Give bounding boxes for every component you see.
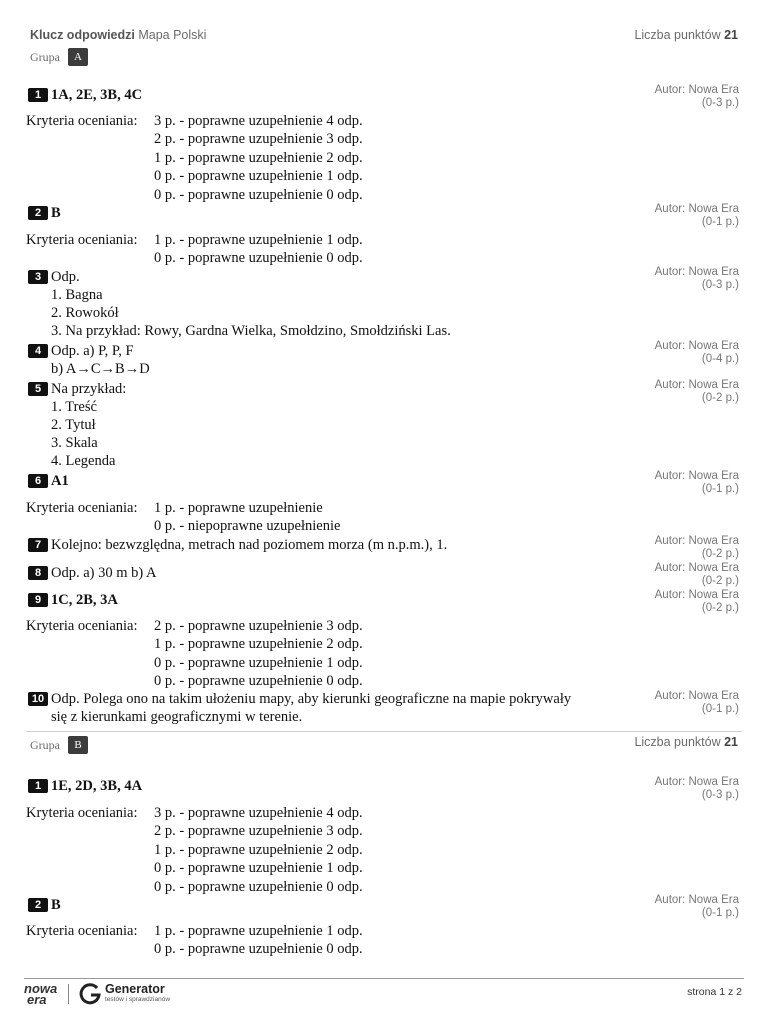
- title-subject: Mapa Polski: [138, 28, 207, 42]
- question-number: 1: [28, 88, 48, 102]
- points-total-b: Liczba punktów 21: [634, 735, 738, 749]
- group-divider: [26, 731, 742, 732]
- question-a7: [28, 536, 447, 554]
- author-a3: Autor: Nowa Era (0-3 p.): [654, 266, 739, 291]
- question-a10: 10 Odp. Polega ono na takim ułożeniu mapy, aby kierunki geograficzne na mapie pokrywały się z kierunkami geograficznymi w terenie.: [28, 690, 638, 726]
- page-number: strona 1 z 2: [687, 986, 742, 998]
- author-a4: Autor: Nowa Era (0-4 p.): [654, 340, 739, 365]
- group-b-badge: B: [68, 736, 88, 754]
- answer: A1: [51, 473, 69, 489]
- author-a2: Autor: Nowa Era (0-1 p.): [654, 203, 739, 228]
- question-a8: [28, 564, 157, 582]
- nowa-era-logo: nowa era: [24, 981, 58, 1007]
- group-b-header: Grupa B: [30, 736, 88, 754]
- document-title: [30, 28, 206, 42]
- author-a6: Autor: Nowa Era (0-1 p.): [654, 470, 739, 495]
- generator-g-icon: [78, 982, 102, 1011]
- question-number: 10: [28, 692, 48, 706]
- question-b1: [28, 777, 142, 795]
- answer: B: [51, 897, 61, 913]
- group-a-badge: A: [68, 48, 88, 66]
- answer: 1E, 2D, 3B, 4A: [51, 778, 143, 794]
- author-a8: Autor: Nowa Era (0-2 p.): [654, 562, 739, 587]
- question-number: 3: [28, 270, 48, 284]
- question-a1: [28, 86, 142, 104]
- question-number: 9: [28, 593, 48, 607]
- answer: Odp. a) 30 m b) A: [51, 565, 157, 581]
- logo-separator: [68, 984, 69, 1004]
- question-a9: [28, 591, 118, 609]
- group-a-header: Grupa A: [30, 48, 88, 66]
- answer: 1A, 2E, 3B, 4C: [51, 87, 143, 103]
- points-total: Liczba punktów 21: [634, 28, 738, 42]
- question-b2: [28, 896, 61, 914]
- question-number: 2: [28, 206, 48, 220]
- answer: Kolejno: bezwzględna, metrach nad poziomem morza (m n.p.m.), 1.: [51, 537, 448, 553]
- answer: Na przykład:: [51, 381, 127, 397]
- author-b1: Autor: Nowa Era (0-3 p.): [654, 776, 739, 801]
- question-a4: 4 Odp. a) P, P, F b) A→C→B→D: [28, 342, 150, 378]
- question-number: 5: [28, 382, 48, 396]
- question-number: 7: [28, 538, 48, 552]
- author-a1: Autor: Nowa Era (0-3 p.): [654, 84, 739, 109]
- author-a9: Autor: Nowa Era (0-2 p.): [654, 589, 739, 614]
- footer-divider: [24, 978, 744, 979]
- question-number: 6: [28, 474, 48, 488]
- question-number: 8: [28, 566, 48, 580]
- question-a3: 3 Odp. 1. Bagna 2. Rowokół 3. Na przykład: Rowy, Gardna Wielka, Smołdzino, Smołdziński Las.: [28, 268, 451, 340]
- question-a5: 5 Na przykład: 1. Treść 2. Tytuł 3. Skala 4. Legenda: [28, 380, 126, 470]
- title-bold: Klucz odpowiedzi: [30, 28, 135, 42]
- question-number: 1: [28, 779, 48, 793]
- question-a2: [28, 204, 61, 222]
- answer: Odp. a) P, P, F: [51, 343, 134, 359]
- author-a5: Autor: Nowa Era (0-2 p.): [654, 379, 739, 404]
- question-a6: [28, 472, 69, 490]
- author-a7: Autor: Nowa Era (0-2 p.): [654, 535, 739, 560]
- answer: B: [51, 205, 61, 221]
- question-number: 4: [28, 344, 48, 358]
- answer: Odp. Polega ono na takim ułożeniu mapy, aby kierunki geograficzne na mapie pokrywały: [51, 691, 572, 707]
- question-number: 2: [28, 898, 48, 912]
- author-a10: Autor: Nowa Era (0-1 p.): [654, 690, 739, 715]
- author-b2: Autor: Nowa Era (0-1 p.): [654, 894, 739, 919]
- answer: 1C, 2B, 3A: [51, 592, 118, 608]
- generator-logo-subtitle: testów i sprawdzianów: [105, 996, 171, 1003]
- generator-logo-text: Generator: [105, 982, 165, 996]
- answer: Odp.: [51, 269, 80, 285]
